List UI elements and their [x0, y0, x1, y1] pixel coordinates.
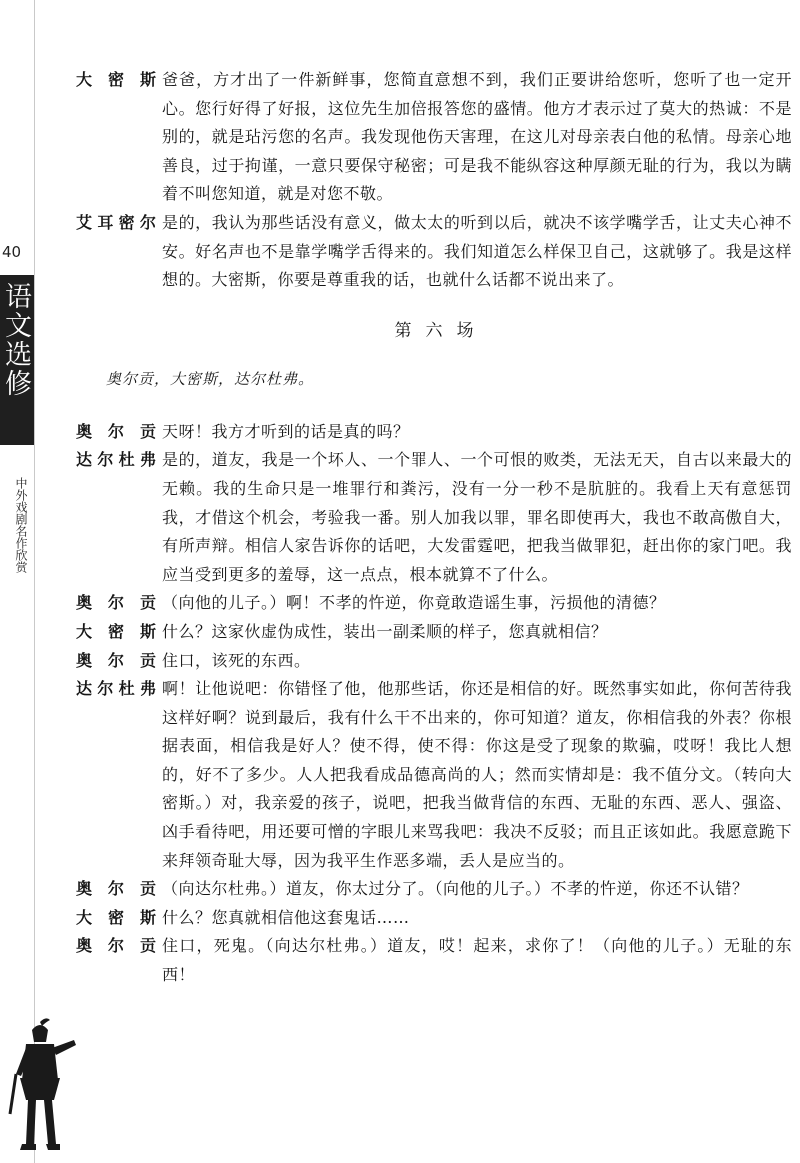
speaker-name: 达尔杜弗	[76, 450, 156, 470]
speech-text: 什么？您真就相信他这套鬼话……	[162, 907, 410, 927]
dialogue-line	[76, 418, 792, 447]
speaker-name: 达尔杜弗	[76, 679, 156, 699]
speaker-name: 艾耳密尔	[76, 212, 156, 232]
dialogue-line	[76, 647, 792, 676]
main-text	[76, 66, 792, 990]
speech-text: 天呀！我方才听到的话是真的吗？	[162, 421, 410, 441]
dialogue-line	[76, 675, 792, 875]
speech-text: 什么？这家伙虚伪成性，装出一副柔顺的样子，您真就相信？	[162, 621, 608, 641]
knight-figure-illustration	[0, 1016, 80, 1156]
dialogue-line	[76, 875, 792, 904]
page-number: 40	[2, 243, 22, 261]
speech-text: 爸爸，方才出了一件新鲜事，您简直意想不到，我们正要讲给您听，您听了也一定开心。您行好得了好报，这位先生加倍报答您的盛情。他方才表示过了莫大的热诚：不是别的，就是玷污您的名声。我发现他伤天害理，在这儿对母亲表白他的私情。母亲心地善良，过于拘谨，一意只要保守秘密；可是我不能纵容这种厚颜无耻的行为，我以为瞒着不叫您知道，就是对您不敬。	[162, 70, 792, 204]
dialogue-line	[76, 446, 792, 589]
speech-text: 住口，死鬼。（向达尔杜弗。）道友，哎！起来，求你了！（向他的儿子。）无耻的东西！	[162, 936, 792, 985]
speech-text: （向他的儿子。）啊！不孝的忤逆，你竟敢造谣生事，污损他的清德？	[162, 593, 666, 613]
dialogue-after-scene	[76, 418, 792, 990]
speech-text: 是的，道友，我是一个坏人、一个罪人、一个可恨的败类，无法无天，自古以来最大的无赖。我的生命只是一堆罪行和粪污，没有一分一秒不是肮脏的。我看上天有意惩罚我，才借这个机会，考验我一番。别人加我以罪，罪名即使再大，我也不敢高傲自大，有所声辩。相信人家告诉你的话吧，大发雷霆吧，把我当做罪犯，赶出你的家门吧。我应当受到更多的羞辱，这一点点，根本就算不了什么。	[162, 450, 792, 584]
dialogue-line	[76, 904, 792, 933]
speaker-name: 奥尔贡	[76, 650, 156, 670]
dialogue-before-scene	[76, 66, 792, 295]
speaker-name: 大密斯	[76, 907, 156, 927]
dialogue-line	[76, 618, 792, 647]
dialogue-line	[76, 66, 792, 209]
scene-heading: 第六场	[394, 320, 488, 341]
speaker-name: 奥尔贡	[76, 879, 156, 899]
dialogue-line	[76, 932, 792, 989]
speech-text: 啊！让他说吧：你错怪了他，他那些话，你还是相信的好。既然事实如此，你何苦待我这样好啊？说到最后，我有什么干不出来的，你可知道？道友，你相信我的外表？你根据表面，相信我是好人？使不得，使不得：你这是受了现象的欺骗，哎呀！我比人想的，好不了多少。人人把我看成品德高尚的人；然而实情却是：我不值分文。（转向大密斯。）对，我亲爱的孩子，说吧，把我当做背信的东西、无耻的东西、恶人、强盗、凶手看待吧，用还要可憎的字眼儿来骂我吧：我决不反驳；而且正该如此。我愿意跪下来拜领奇耻大辱，因为我平生作恶多端，丢人是应当的。	[162, 679, 792, 870]
dialogue-line	[76, 589, 792, 618]
speaker-name: 大密斯	[76, 70, 156, 89]
book-subtitle: 中外戏剧名作欣赏	[14, 477, 28, 573]
speaker-name: 大密斯	[76, 621, 156, 641]
speech-text: 住口，该死的东西。	[162, 650, 311, 670]
speaker-name: 奥尔贡	[76, 936, 156, 956]
speaker-name: 奥尔贡	[76, 421, 156, 441]
margin-rule	[34, 0, 35, 1163]
speech-text: （向达尔杜弗。）道友，你太过分了。（向他的儿子。）不孝的忤逆，你还不认错？	[162, 879, 749, 899]
dialogue-line	[76, 209, 792, 295]
scene-cast-list: 奥尔贡，大密斯，达尔杜弗。	[106, 369, 315, 388]
speech-text: 是的，我认为那些话没有意义，做太太的听到以后，就决不该学嘴学舌，让丈夫心神不安。好名声也不是靠学嘴学舌得来的。我们知道怎么样保卫自己，这就够了。我是这样想的。大密斯，你要是尊重我的话，也就什么话都不说出来了。	[162, 212, 792, 290]
series-title: 语文选修	[0, 282, 31, 398]
speaker-name: 奥尔贡	[76, 593, 156, 613]
